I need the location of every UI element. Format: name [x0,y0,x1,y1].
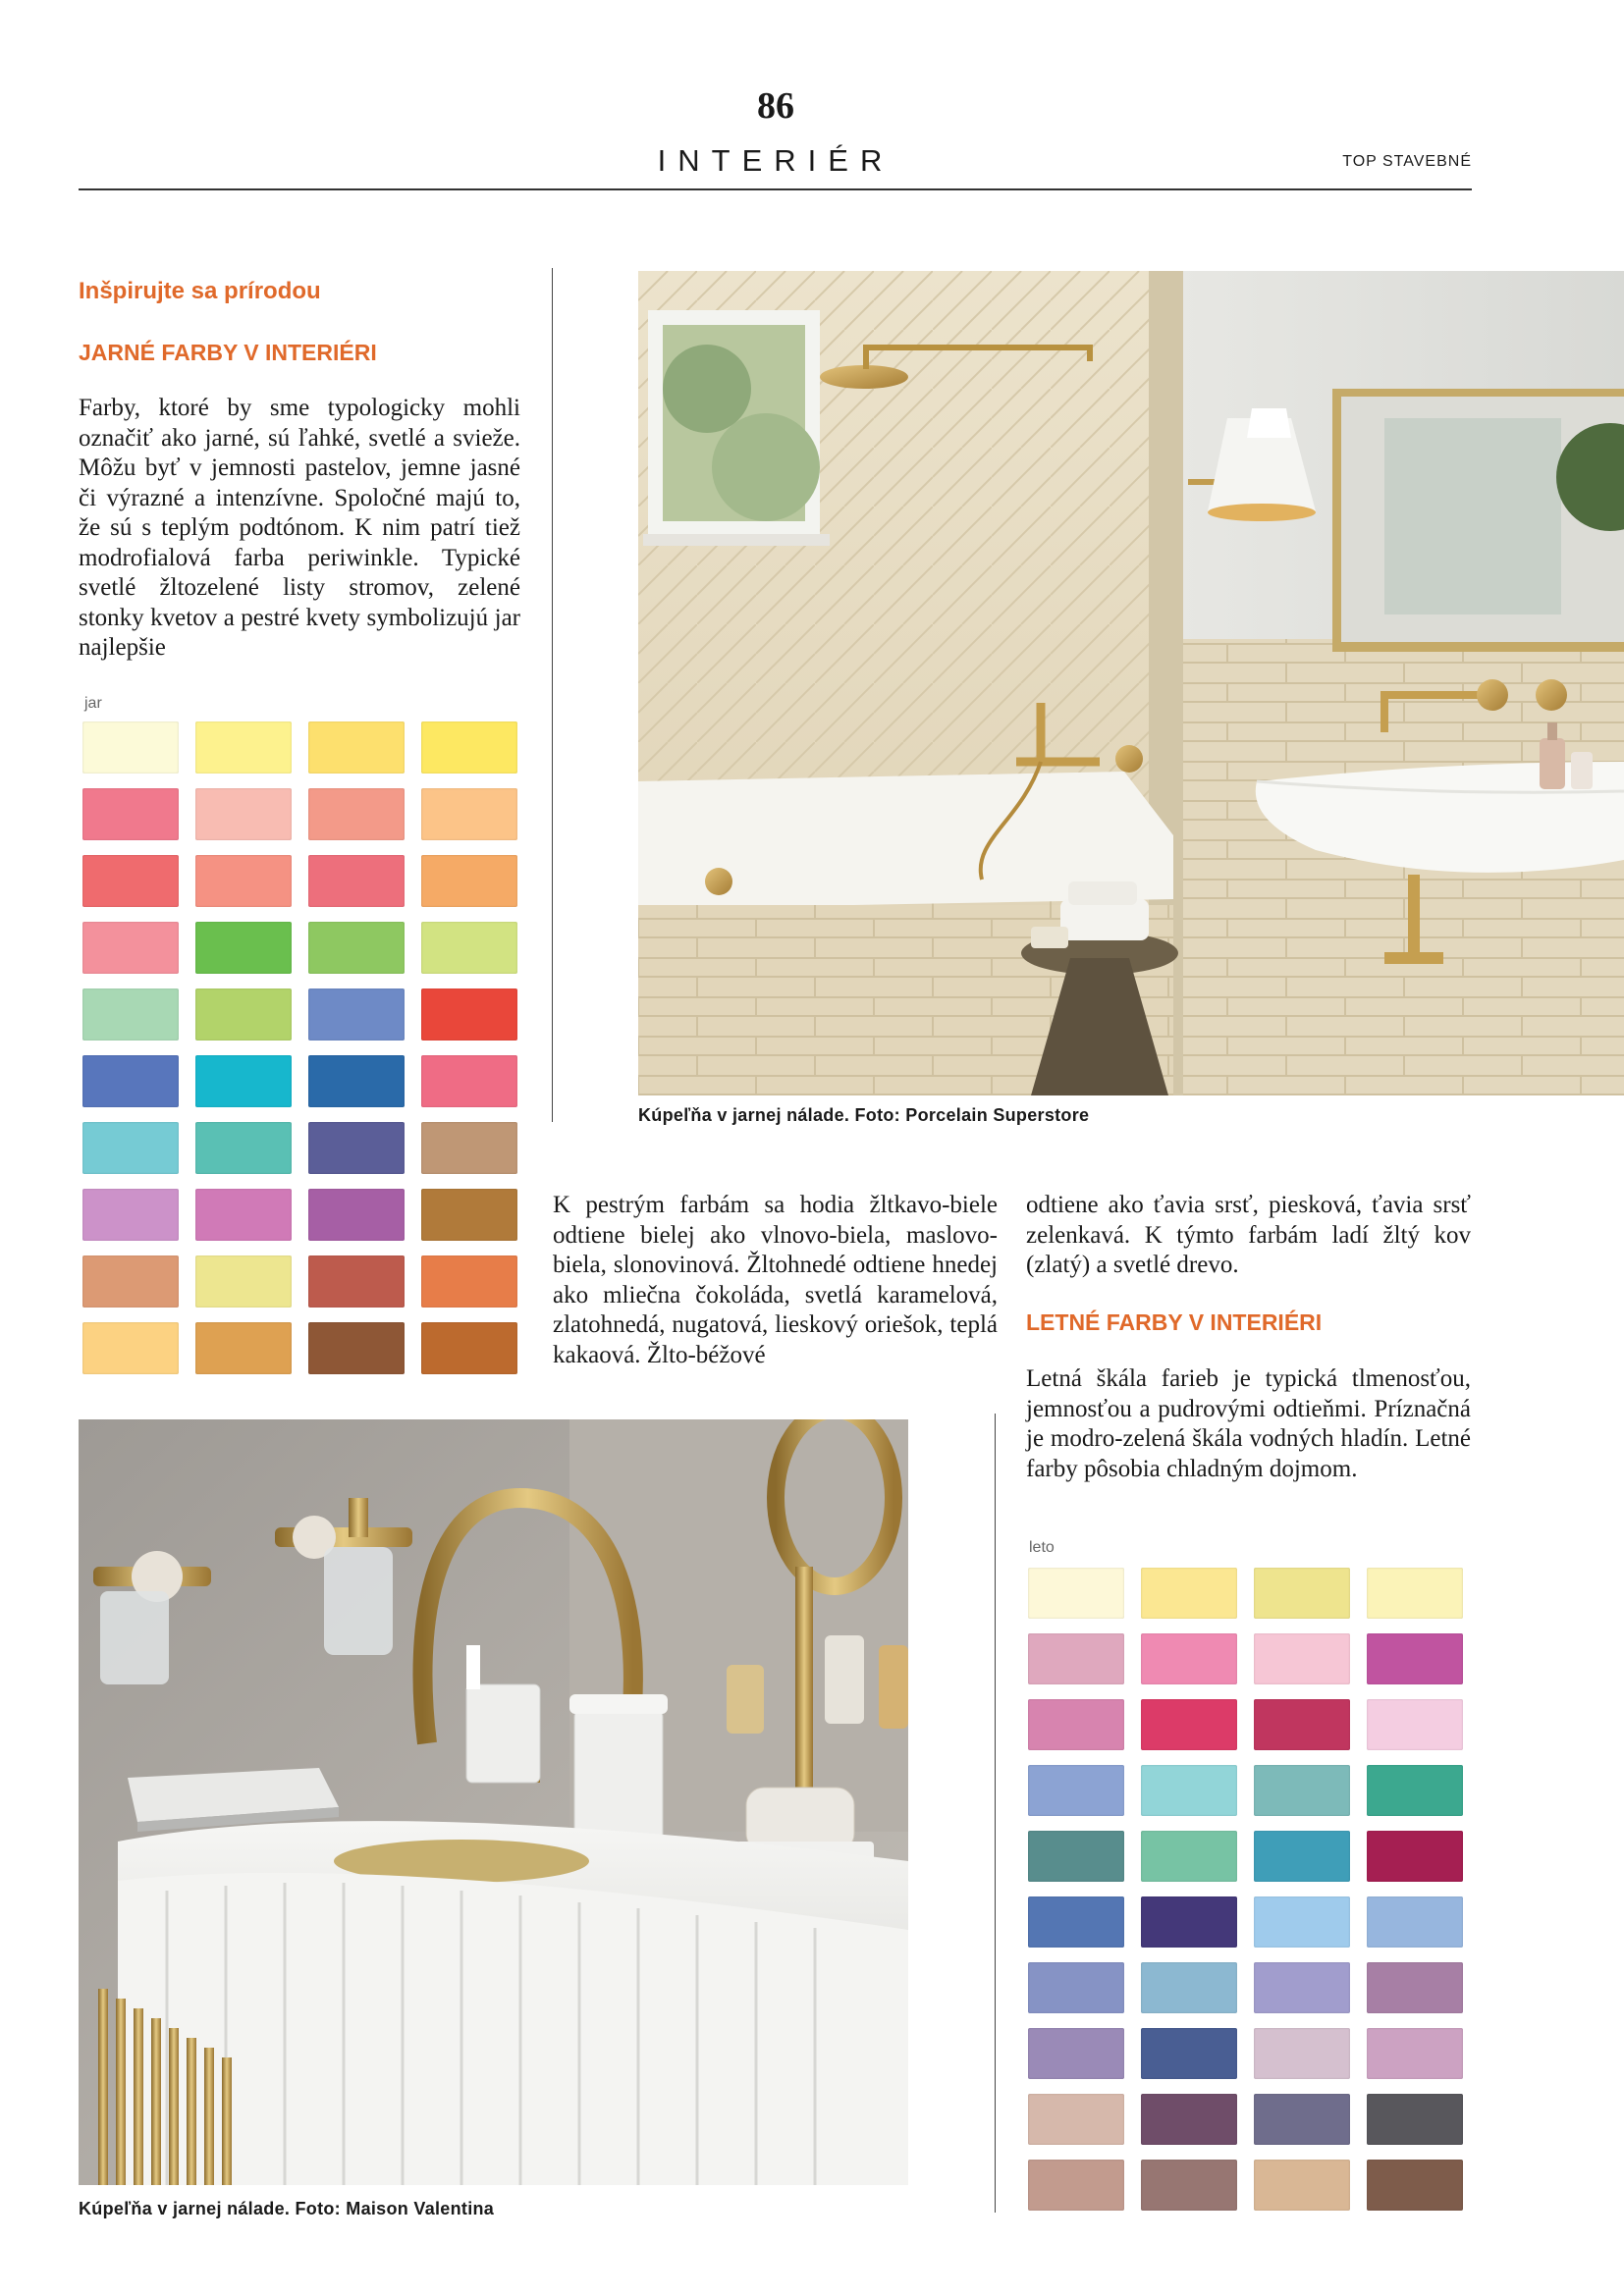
color-swatch [421,855,517,907]
color-swatch [195,1189,292,1241]
color-swatch [1028,1831,1124,1882]
color-swatch [1367,1765,1463,1816]
color-swatch [1028,1765,1124,1816]
color-swatch [82,988,179,1041]
color-swatch [1028,1896,1124,1948]
color-swatch [308,788,405,840]
article-paragraph: K pestrým farbám sa hodia žltkavo-biele odtiene bielej ako vlnovo-biela, maslovo-biela, slonovinová. Žltohnedé odtiene hnedej ako mliečna čokoláda, svetlá karamelová, zlatohnedá, nugatová, lieskový oriešok, teplá kakaová. Žlto-béžové [553,1192,998,1368]
color-swatch [1028,1962,1124,2013]
color-swatch [82,1189,179,1241]
color-swatch [1141,1633,1237,1684]
color-swatch [1367,2028,1463,2079]
color-swatch [195,922,292,974]
color-swatch [308,922,405,974]
color-swatch [421,922,517,974]
bathroom-photo [638,271,1624,1095]
color-swatch [195,1322,292,1374]
summer-heading: LETNÉ FARBY V INTERIÉRI [1026,1309,1323,1335]
color-swatch [1254,1831,1350,1882]
page-number: 86 [757,85,794,127]
color-swatch [421,988,517,1041]
color-swatch [1028,1633,1124,1684]
color-swatch [1367,2160,1463,2211]
color-swatch [195,1055,292,1107]
marble-sink-photo [79,1419,908,2185]
color-swatch [1141,1568,1237,1619]
color-swatch [1028,1699,1124,1750]
header-divider [79,188,1472,190]
color-swatch [421,1122,517,1174]
article-kicker: Inšpirujte sa prírodou [79,278,321,304]
color-swatch [195,1255,292,1308]
color-swatch [1028,2160,1124,2211]
color-swatch [195,855,292,907]
color-swatch [1254,1633,1350,1684]
spring-intro-paragraph: Farby, ktoré by sme typologicky mohli označiť ako jarné, sú ľahké, svetlé a svieže. Môžu byť v jemnosti pastelov, jemne jasné či výrazné a intenzívne. Spoločné majú to, že sú s teplým podtónom. K nim patrí tiež modrofialová farba periwinkle. Typické svetlé žltozelené listy stromov, zelené stonky kvetov a pestré kvety symbolizujú jar najlepšie [79,395,520,661]
article-paragraph: odtiene ako ťavia srsť, piesková, ťavia srsť zelenkavá. K týmto farbám ladí žltý kov (zlatý) a svetlé drevo. [1026,1192,1471,1278]
color-swatch [308,1322,405,1374]
color-swatch [1367,1633,1463,1684]
color-swatch [195,1122,292,1174]
color-swatch [195,788,292,840]
color-swatch [1367,1962,1463,2013]
color-swatch [1141,2160,1237,2211]
color-swatch [1141,1896,1237,1948]
summer-color-palette [1028,1568,1463,2211]
color-swatch [1141,1699,1237,1750]
magazine-name: TOP STAVEBNÉ [1342,153,1472,170]
spring-palette-label: jar [84,695,102,712]
color-swatch [1367,1568,1463,1619]
color-swatch [1254,1896,1350,1948]
color-swatch [195,988,292,1041]
color-swatch [421,1055,517,1107]
color-swatch [82,1055,179,1107]
spring-color-palette [82,721,517,1374]
color-swatch [421,721,517,774]
color-swatch [1254,2094,1350,2145]
color-swatch [1254,1962,1350,2013]
color-swatch [1367,2094,1463,2145]
color-swatch [308,1189,405,1241]
color-swatch [308,721,405,774]
summer-palette-label: leto [1029,1539,1055,1556]
color-swatch [1141,1831,1237,1882]
color-swatch [1028,2094,1124,2145]
color-swatch [308,855,405,907]
color-swatch [308,1055,405,1107]
color-swatch [1254,1568,1350,1619]
color-swatch [308,1122,405,1174]
column-divider [995,1414,996,2213]
color-swatch [308,1255,405,1308]
color-swatch [195,721,292,774]
color-swatch [1254,1765,1350,1816]
color-swatch [82,788,179,840]
color-swatch [308,988,405,1041]
color-swatch [1141,1962,1237,2013]
color-swatch [1141,1765,1237,1816]
color-swatch [82,1322,179,1374]
color-swatch [1141,2094,1237,2145]
color-swatch [1254,2028,1350,2079]
column-divider [552,268,553,1122]
photo-caption: Kúpeľňa v jarnej nálade. Foto: Porcelain Superstore [638,1105,1090,1125]
color-swatch [1367,1831,1463,1882]
color-swatch [82,922,179,974]
color-swatch [82,721,179,774]
section-title: INTERIÉR [657,143,894,178]
spring-heading: JARNÉ FARBY V INTERIÉRI [79,340,377,365]
color-swatch [1028,1568,1124,1619]
color-swatch [1367,1699,1463,1750]
summer-intro-paragraph: Letná škála farieb je typická tlmenosťou, jemnosťou a pudrovými odtieňmi. Príznačná je modro-zelená škála vodných hladín. Letné farby pôsobia chladným dojmom. [1026,1365,1471,1482]
color-swatch [421,1255,517,1308]
color-swatch [82,855,179,907]
color-swatch [82,1122,179,1174]
color-swatch [421,1322,517,1374]
color-swatch [1028,2028,1124,2079]
color-swatch [421,788,517,840]
color-swatch [1254,2160,1350,2211]
color-swatch [1141,2028,1237,2079]
color-swatch [82,1255,179,1308]
photo-caption: Kúpeľňa v jarnej nálade. Foto: Maison Valentina [79,2199,495,2218]
color-swatch [1367,1896,1463,1948]
color-swatch [1254,1699,1350,1750]
color-swatch [421,1189,517,1241]
